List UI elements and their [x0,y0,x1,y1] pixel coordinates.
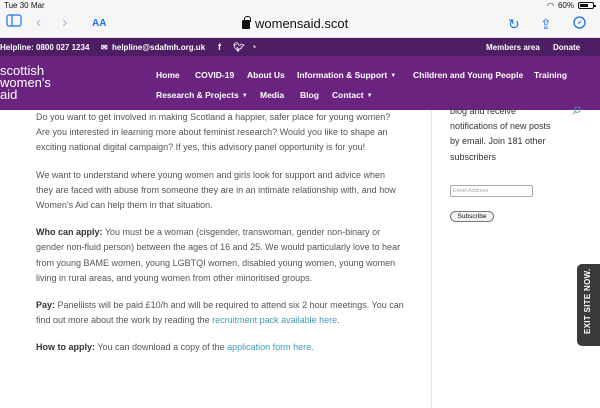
helpline-number[interactable]: Helpline: 0800 027 1234 [0,43,90,52]
address-bar[interactable] [242,16,348,31]
rss-icon[interactable]: ◔ [251,42,257,52]
nav-children-young-people[interactable]: Children and Young People [413,70,524,80]
reload-icon[interactable]: ↻ [508,16,520,32]
search-icon[interactable] [572,106,581,115]
facebook-icon[interactable]: f [218,42,221,52]
donate-link[interactable]: Donate [553,43,581,52]
browser-toolbar [0,12,600,38]
logo-line-3: aid [0,87,18,102]
nav-training[interactable]: Training [534,70,568,80]
back-icon[interactable]: ‹ [36,14,42,31]
nav-about[interactable]: About Us [247,70,285,80]
nav-information-support-label: Information & Support [297,70,388,80]
mail-icon: ✉ [101,43,108,52]
chevron-down-icon: ▼ [390,73,397,79]
twitter-icon[interactable]: 🐦︎ [233,42,245,52]
chevron-down-icon: ▼ [366,93,373,99]
url-text: womensaid.scot [255,16,349,31]
compass-icon[interactable] [573,16,586,32]
chevron-down-icon: ▼ [241,93,248,99]
subscribe-text: blog and receive notifications of new posts by email. Join 181 other subscribers [450,106,551,162]
logo-line-2: women's [0,75,51,90]
nav-research-projects[interactable] [156,90,248,100]
battery-icon [578,2,594,9]
nav-contact[interactable] [332,90,373,100]
article-body [36,110,404,368]
nav-media[interactable]: Media [260,90,285,100]
wifi-icon: ◠ [547,1,554,10]
how-to-apply-label: How to apply: [36,342,95,353]
exit-site-label: EXIT SITE NOW. [583,268,592,334]
status-bar [0,0,600,12]
members-area-link[interactable]: Members area [486,43,540,52]
site-topbar [0,38,600,56]
paragraph-intro: Do you want to get involved in making Scotland a happier, safer place for young women? Are you interested in learning more about feminist research? Would you like to shape an exciting national digital campaign? If yes, this advisory panel opportunity is for you! [36,112,391,153]
nav-blog[interactable]: Blog [300,90,319,100]
recruitment-pack-link[interactable]: recruitment pack available here [212,315,338,326]
nav-contact-label: Contact [332,90,364,100]
pay-label: Pay: [36,300,56,311]
battery-percent: 60% [557,1,574,10]
status-right [547,1,594,10]
pay-text: Panellists will be paid £10/h and will be required to attend six 2 hour meetings. You can find out more about the work by reading the [36,300,404,326]
paragraph-purpose: We want to understand where young women and girls look for support and advice when they are faced with abuse from someone they are in an intimate relationship with, and how Women's Aid can help them in that situation. [36,169,396,211]
paragraph-who-can-apply [36,225,404,286]
helpline-email[interactable]: helpline@sdafmh.org.uk [112,43,206,52]
exit-site-button[interactable] [577,264,600,346]
sidebar-divider [431,110,432,408]
pay-end: . [337,315,340,326]
text-size-button[interactable]: AA [92,18,107,29]
nav-home[interactable]: Home [156,70,180,80]
nav-research-projects-label: Research & Projects [156,90,239,100]
who-can-apply-text: You must be a woman (cisgender, transwoman, gender non-binary or gender non-fluid person) between the ages of 16 and 25. We would particularly love to hear from young BAME women, young LGBTQI women, disabled young women, young women living in rural areas, and young women from other minoritised groups. [36,227,401,283]
lock-icon [242,20,250,29]
how-to-apply-text: You can download a copy of the [95,342,228,353]
nav-covid[interactable]: COVID-19 [195,70,235,80]
main-nav [0,56,600,110]
nav-information-support[interactable] [297,70,396,80]
forward-icon[interactable]: › [62,14,68,31]
paragraph-how-to-apply [36,340,404,355]
email-field[interactable]: Email Address [450,185,533,197]
paragraph-pay [36,298,404,328]
sidebar-toggle-icon[interactable] [6,14,22,33]
share-icon[interactable]: ⇪ [540,16,552,32]
status-time: Tue 30 Mar [4,1,45,10]
site-logo[interactable] [0,65,51,101]
who-can-apply-label: Who can apply: [36,227,103,238]
application-form-link[interactable]: application form here. [227,342,314,353]
logo-line-1: scottish [0,63,45,78]
subscribe-button[interactable]: Subscribe [450,211,494,222]
